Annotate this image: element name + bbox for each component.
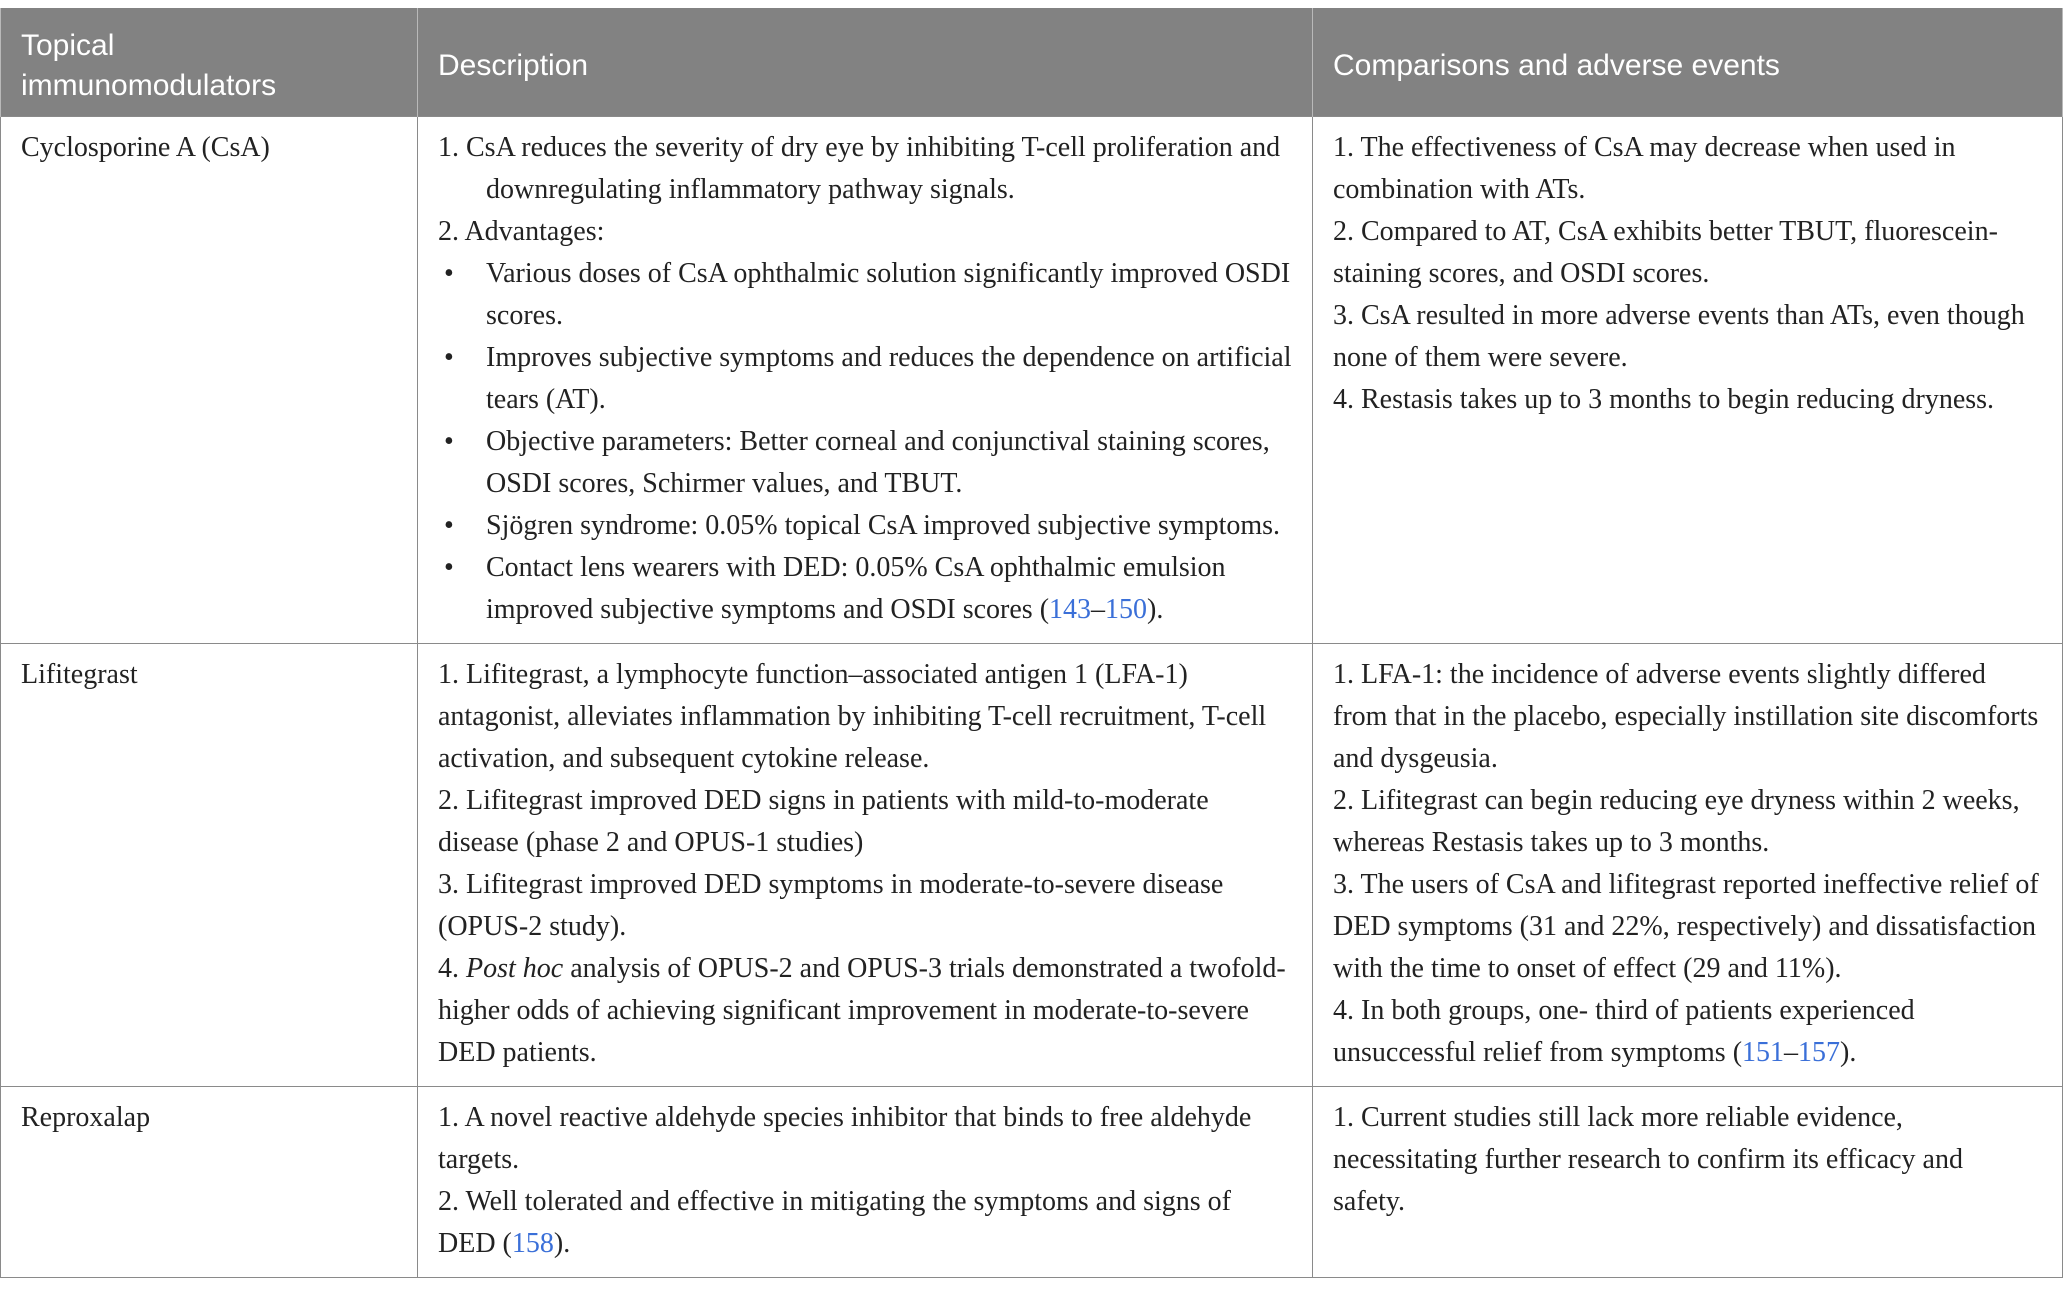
bullet-item bbox=[438, 421, 1292, 505]
item-number: 4. bbox=[438, 953, 466, 984]
bullet-item bbox=[438, 505, 1292, 547]
comparisons-cell bbox=[1313, 117, 2063, 644]
header-line-1: Topical bbox=[21, 29, 115, 62]
bullet-text: Sjögren syndrome: 0.05% topical CsA improved subjective symptoms. bbox=[486, 510, 1281, 541]
description-item: 1. A novel reactive aldehyde species inhibitor that binds to free aldehyde targets. bbox=[438, 1102, 1252, 1175]
bullet-item bbox=[438, 547, 1292, 631]
description-item: 2. Lifitegrast improved DED signs in patients with mild-to-moderate disease (phase 2 and OPUS-1 studies) bbox=[438, 785, 1209, 858]
bullet-item bbox=[438, 337, 1292, 421]
bullet-text: Improves subjective symptoms and reduces the dependence on artificial tears (AT). bbox=[486, 342, 1292, 415]
bullet-icon: • bbox=[444, 342, 454, 373]
comparison-item: 3. CsA resulted in more adverse events than ATs, even though none of them were severe. bbox=[1333, 300, 2025, 373]
italic-term: Post hoc bbox=[466, 953, 564, 984]
reference-close: ). bbox=[1840, 1037, 1857, 1068]
header-line-2: immunomodulators bbox=[21, 69, 277, 102]
table-row bbox=[1, 644, 2063, 1087]
header-topical-immunomodulators bbox=[1, 8, 418, 117]
description-item: 1. Lifitegrast, a lymphocyte function–associated antigen 1 (LFA-1) antagonist, alleviates inflammation by inhibiting T-cell recruitment, T-cell activation, and subsequent cytokine release. bbox=[438, 659, 1267, 774]
drug-name-cell: Cyclosporine A (CsA) bbox=[1, 117, 418, 644]
table-row bbox=[1, 1087, 2063, 1278]
reference-link[interactable]: 143 bbox=[1049, 594, 1092, 625]
bullet-icon: • bbox=[444, 510, 454, 541]
comparison-item: 1. The effectiveness of CsA may decrease when used in combination with ATs. bbox=[1333, 132, 1956, 205]
description-cell bbox=[418, 1087, 1313, 1278]
comparison-item bbox=[1333, 990, 2042, 1074]
comparison-item: 3. The users of CsA and lifitegrast reported ineffective relief of DED symptoms (31 and 22%, respectively) and dissatisfaction with the time to onset of effect (29 and 11%). bbox=[1333, 869, 2039, 984]
description-cell bbox=[418, 644, 1313, 1087]
bullet-icon: • bbox=[444, 258, 454, 289]
reference-separator: – bbox=[1784, 1037, 1799, 1068]
reference-link[interactable]: 151 bbox=[1742, 1037, 1785, 1068]
description-item bbox=[438, 1181, 1292, 1265]
header-description: Description bbox=[418, 8, 1313, 117]
table-row bbox=[1, 117, 2063, 644]
description-item: 2. Advantages: bbox=[438, 216, 605, 247]
description-item: 3. Lifitegrast improved DED symptoms in moderate-to-severe disease (OPUS-2 study). bbox=[438, 869, 1224, 942]
reference-link[interactable]: 157 bbox=[1798, 1037, 1841, 1068]
description-item bbox=[438, 948, 1292, 1074]
comparison-item: 2. Compared to AT, CsA exhibits better TBUT, fluorescein-staining scores, and OSDI scores. bbox=[1333, 216, 1998, 289]
reference-separator: – bbox=[1091, 594, 1106, 625]
bullet-item bbox=[438, 253, 1292, 337]
item-text: 4. In both groups, one- third of patients experienced unsuccessful relief from symptoms ( bbox=[1333, 995, 1915, 1068]
bullet-text: Contact lens wearers with DED: 0.05% CsA ophthalmic emulsion improved subjective symptoms and OSDI scores ( bbox=[486, 552, 1226, 625]
drug-name-cell: Reproxalap bbox=[1, 1087, 418, 1278]
description-cell bbox=[418, 117, 1313, 644]
header-row bbox=[1, 8, 2063, 117]
comparisons-cell bbox=[1313, 1087, 2063, 1278]
comparisons-cell bbox=[1313, 644, 2063, 1087]
reference-close: ). bbox=[1147, 594, 1164, 625]
bullet-icon: • bbox=[444, 426, 454, 457]
header-comparisons: Comparisons and adverse events bbox=[1313, 8, 2063, 117]
description-item: 1. CsA reduces the severity of dry eye by inhibiting T-cell proliferation and downregulating inflammatory pathway signals. bbox=[438, 132, 1281, 205]
item-text: 2. Well tolerated and effective in mitigating the symptoms and signs of DED ( bbox=[438, 1186, 1231, 1259]
comparison-item: 2. Lifitegrast can begin reducing eye dryness within 2 weeks, whereas Restasis takes up to 3 months. bbox=[1333, 785, 2020, 858]
comparison-item: 1. Current studies still lack more reliable evidence, necessitating further research to confirm its efficacy and safety. bbox=[1333, 1102, 1963, 1217]
comparison-item: 4. Restasis takes up to 3 months to begin reducing dryness. bbox=[1333, 384, 1995, 415]
reference-close: ). bbox=[553, 1228, 571, 1259]
bullet-text: Various doses of CsA ophthalmic solution significantly improved OSDI scores. bbox=[486, 258, 1291, 331]
bullet-text: Objective parameters: Better corneal and conjunctival staining scores, OSDI scores, Schirmer values, and TBUT. bbox=[486, 426, 1270, 499]
immunomodulators-table bbox=[0, 8, 2063, 1278]
drug-name-cell: Lifitegrast bbox=[1, 644, 418, 1087]
comparison-item: 1. LFA-1: the incidence of adverse events slightly differed from that in the placebo, especially instillation site discomforts and dysgeusia. bbox=[1333, 659, 2039, 774]
item-text: analysis of OPUS-2 and OPUS-3 trials demonstrated a twofold-higher odds of achieving significant improvement in moderate-to-severe DED patients. bbox=[438, 953, 1286, 1068]
reference-link[interactable]: 158 bbox=[511, 1228, 554, 1259]
bullet-icon: • bbox=[444, 552, 454, 583]
reference-link[interactable]: 150 bbox=[1105, 594, 1148, 625]
